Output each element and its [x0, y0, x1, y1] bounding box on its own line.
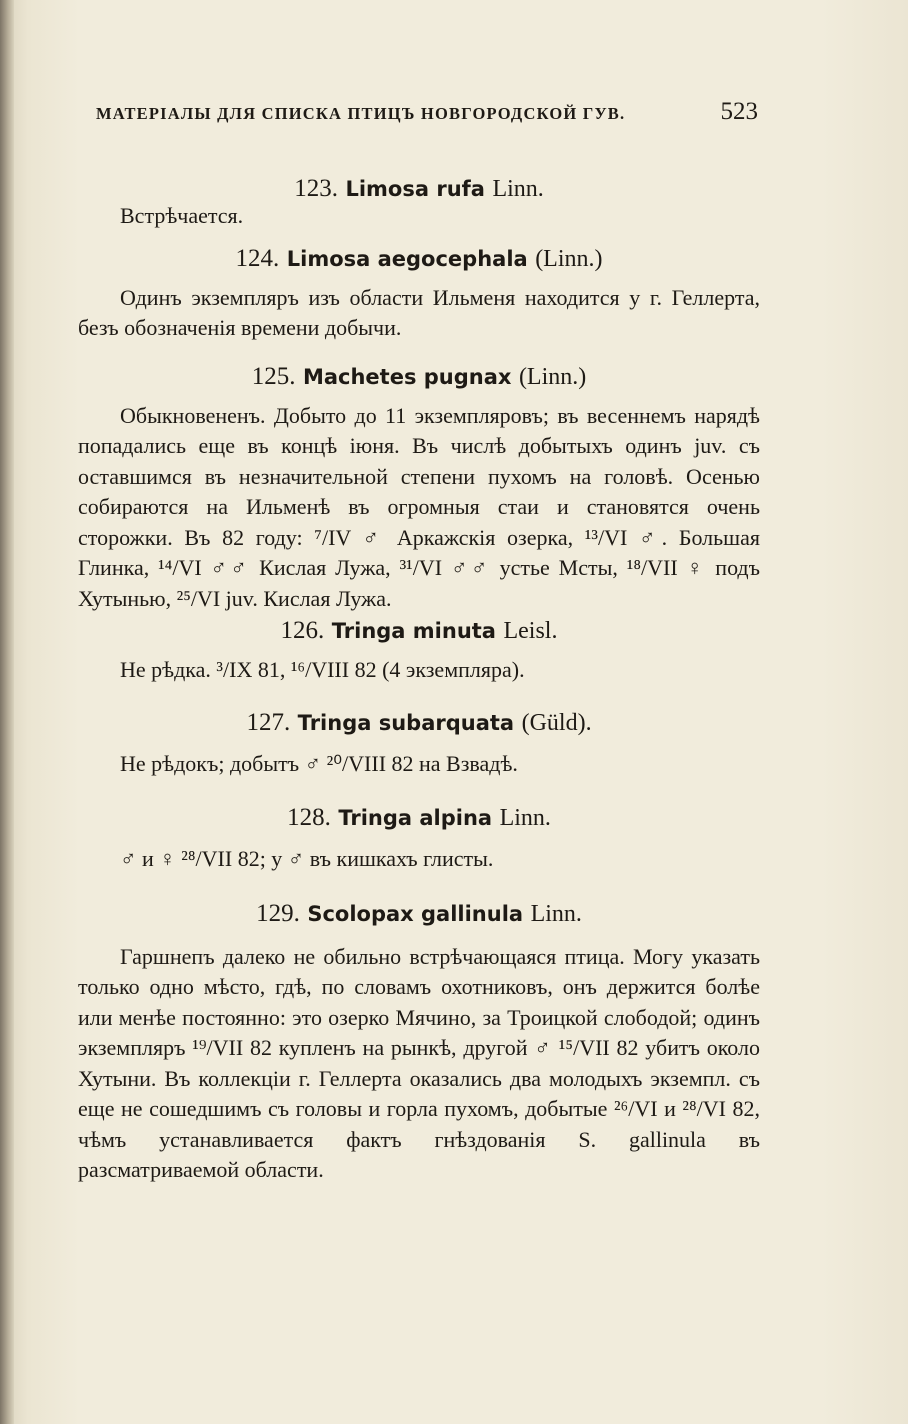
species-entry	[78, 899, 760, 1186]
entry-number: 123.	[294, 175, 338, 202]
page-content	[78, 170, 760, 1186]
page-binding-edge	[0, 0, 14, 1424]
entry-title	[78, 616, 760, 645]
entry-title	[78, 708, 760, 737]
entry-number: 128.	[287, 804, 331, 831]
running-head: МАТЕРІАЛЫ ДЛЯ СПИСКА ПТИЦЪ НОВГОРОДСКОЙ ГУВ.	[96, 104, 626, 123]
entry-number: 129.	[256, 899, 300, 927]
species-name: Tringa alpina	[338, 806, 493, 830]
species-name: Machetes pugnax	[302, 364, 512, 389]
species-entry	[78, 244, 760, 344]
entry-number: 126.	[280, 617, 325, 644]
species-entry	[78, 616, 760, 686]
entry-text: Одинъ экземпляръ изъ области Ильменя находится у г. Геллерта, безъ обозначенія времени добычи.	[78, 284, 760, 340]
species-author: (Güld).	[521, 709, 592, 736]
entry-number: 127.	[246, 708, 291, 736]
entry-text: Гаршнепъ далеко не обильно встрѣчающаяся птица. Могу указать только одно мѣсто, гдѣ, по словамъ охотниковъ, онъ держится болѣе или менѣе постоянно: это озерко Мячино, за Троицкой слободой; одинъ экземпляръ ¹⁹/VII 82 купленъ на рынкѣ, другой ♂ ¹⁵/VII 82 убитъ около Хутыни. Въ коллекціи г. Геллерта оказались два молодыхъ экземпл. съ еще не сошедшимъ съ головы и горла пухомъ, добытые ²⁶/VI и ²⁸/VI 82, чѣмъ устанавливается фактъ гнѣздованія S. gallinula въ разсматриваемой области.	[78, 943, 760, 1182]
species-entry	[78, 708, 760, 780]
species-name: Tringa minuta	[331, 619, 496, 643]
species-entry	[78, 803, 760, 875]
entry-title	[78, 174, 760, 203]
page-header	[96, 98, 760, 132]
entry-text: Встрѣчается.	[120, 203, 244, 228]
entry-title	[78, 899, 760, 928]
entry-text: Обыкновененъ. Добыто до 11 экземпляровъ; въ весеннемъ нарядѣ попадались еще въ концѣ іюня. Въ числѣ добытыхъ одинъ juv. съ оставшимся въ незначительной степени пухомъ на головѣ. Осенью собираются на Ильменѣ въ огромныя стаи и становятся очень сторожки. Въ 82 году: ⁷/IV ♂ Аркажскія озерка, ¹³/VI ♂. Большая Глинка, ¹⁴/VI ♂♂ Кислая Лужа, ³¹/VI ♂♂ устье Мсты, ¹⁸/VII ♀ подъ Хутынью, ²⁵/VI juv. Кислая Лужа.	[78, 402, 760, 611]
species-author: Leisl.	[503, 618, 558, 644]
entry-title	[78, 362, 760, 391]
species-author: Linn.	[499, 805, 551, 831]
species-author: (Linn.)	[535, 245, 603, 272]
species-name: Scolopax gallinula	[307, 901, 524, 926]
species-entry	[78, 362, 760, 615]
entry-text: Не рѣдка. ³/IX 81, ¹⁶/VIII 82 (4 экземпляра).	[120, 657, 525, 682]
species-author: Linn.	[492, 176, 544, 202]
entry-text: ♂ и ♀ ²⁸/VII 82; у ♂ въ кишкахъ глисты.	[120, 846, 494, 871]
species-author: Linn.	[530, 900, 582, 927]
entry-title	[78, 244, 760, 273]
species-entry	[78, 174, 760, 232]
entry-number: 125.	[251, 362, 296, 390]
entry-number: 124.	[235, 244, 280, 272]
species-author: (Linn.)	[518, 363, 587, 390]
entry-text: Не рѣдокъ; добытъ ♂ ²⁰/VIII 82 на Взвадѣ.	[120, 750, 518, 776]
species-name: Limosa aegocephala	[286, 246, 528, 271]
species-name: Tringa subarquata	[297, 710, 515, 735]
entry-title	[78, 803, 760, 832]
species-name: Limosa rufa	[345, 177, 485, 201]
page-number: 523	[720, 98, 758, 125]
